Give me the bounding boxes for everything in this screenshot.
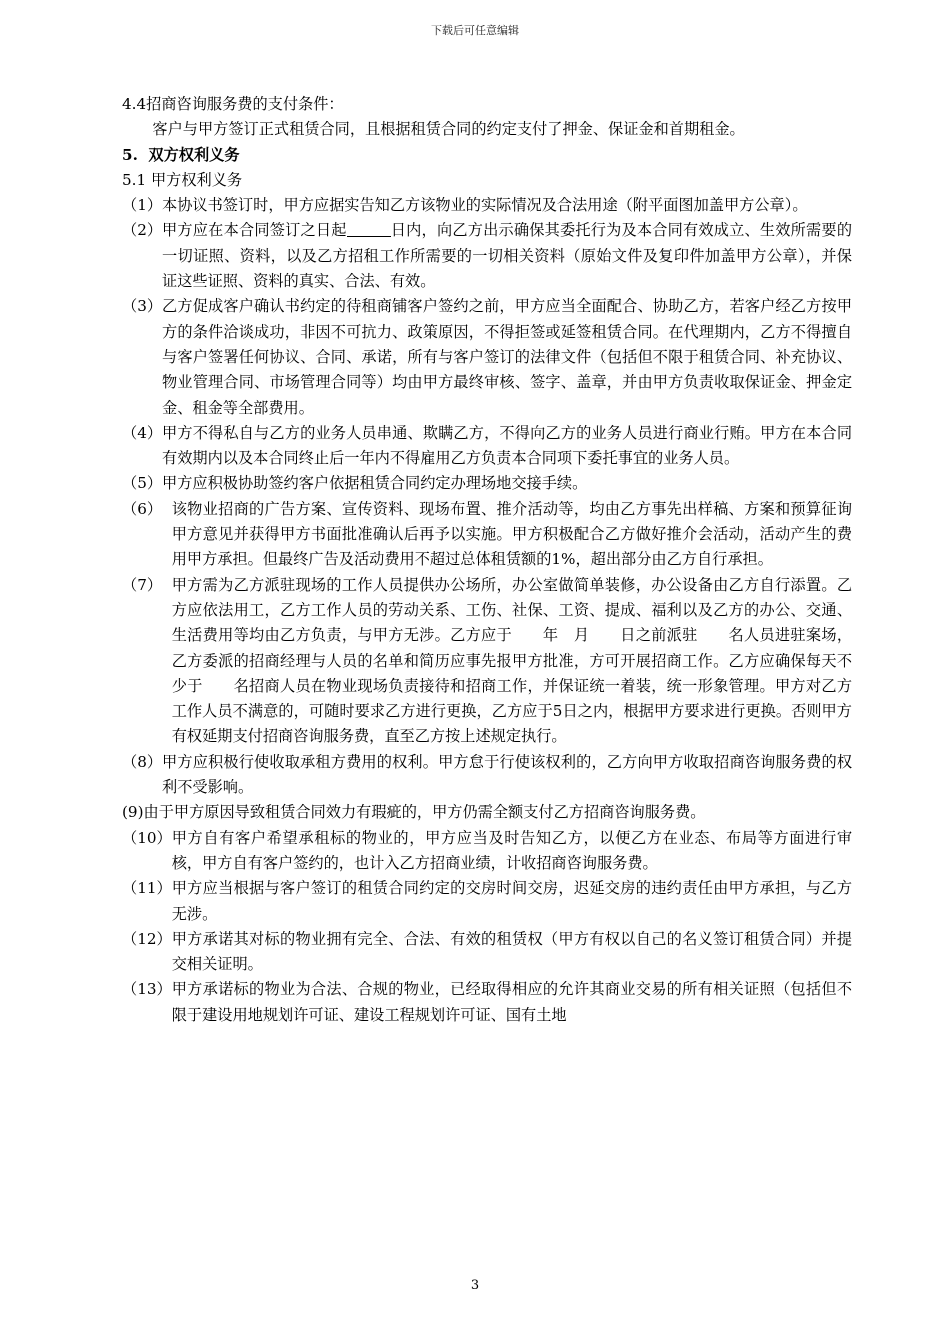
clause-12 [122, 927, 852, 978]
clause-number: （12） [122, 929, 172, 948]
clause-number: （5） [122, 474, 163, 493]
clause-number: （4） [122, 423, 163, 442]
section-4-4-title: 4.4招商咨询服务费的支付条件： [122, 95, 344, 113]
clause-number: （10） [122, 828, 172, 847]
page-header: 下载后可任意编辑 [431, 24, 519, 37]
clause-number: （11） [122, 879, 172, 898]
document-body [122, 92, 852, 1028]
clause-13 [122, 977, 852, 1028]
clause-text: 甲方需为乙方派驻现场的工作人员提供办公场所，办公室做简单装修，办公设备由乙方自行添置。乙方应依法用工，乙方工作人员的劳动关系、工伤、社保、工资、提成、福利以及乙方的办公、交通、生活费用等均由乙方负责，与甲方无涉。乙方应于 年 月 日之前派驻 名人员进驻案场，乙方委派的招商经理与人员的名单和简历应事先报甲方批准，方可开展招商工作。乙方应确保每天不少于 名招商人员在物业现场负责接待和招商工作，并保证统一着装，统一形象管理。甲方对乙方工作人员不满意的，可随时要求乙方进行更换，乙方应于5日之内，根据甲方要求进行更换。否则甲方有权延期支付招商咨询服务费，直至乙方按上述规定执行。 [171, 575, 852, 746]
clause-text: 甲方应积极行使收取承租方费用的权利。甲方怠于行使该权利的，乙方向甲方收取招商咨询服务费的权利不受影响。 [162, 752, 852, 797]
clause-number: (9) [122, 803, 144, 822]
clause-4 [122, 421, 852, 472]
clause-text: 甲方自有客户希望承租标的物业的，甲方应当及时告知乙方，以便乙方在业态、布局等方面进行审核，甲方自有客户签约的，也计入乙方招商业绩，计收招商咨询服务费。 [171, 828, 852, 872]
clause-3 [122, 294, 852, 420]
section-4-4-body: 客户与甲方签订正式租赁合同，且根据租赁合同的约定支付了押金、保证金和首期租金。 [152, 120, 745, 139]
clause-7 [122, 573, 852, 750]
clause-number: （1） [122, 196, 163, 215]
clause-text: 本协议书签订时，甲方应据实告知乙方该物业的实际情况及合法用途（附平面图加盖甲方公章）。 [162, 196, 808, 215]
clause-text: 甲方承诺标的物业为合法、合规的物业，已经取得相应的允许其商业交易的所有相关证照（包括但不限于建设用地规划许可证、建设工程规划许可证、国有土地 [171, 980, 852, 1024]
clause-number: （3） [122, 297, 163, 316]
clause-number: （7） [122, 575, 172, 594]
page-number: 3 [470, 1278, 480, 1293]
clause-number: （8） [122, 752, 163, 771]
clause-text: 乙方促成客户确认书约定的待租商铺客户签约之前，甲方应当全面配合、协助乙方，若客户经乙方按甲方的条件洽谈成功，非因不可抗力、政策原因，不得拒签或延签租赁合同。在代理期内，乙方不得擅自与客户签署任何协议、合同、承诺，所有与客户签订的法律文件（包括但不限于租赁合同、补充协议、物业管理合同、市场管理合同等）均由甲方最终审核、签字、盖章，并由甲方负责收取保证金、押金定金、租金等全部费用。 [162, 297, 852, 417]
clause-1 [122, 193, 852, 218]
clause-10 [122, 826, 852, 877]
clause-text: 甲方应当根据与客户签订的租赁合同约定的交房时间交房，迟延交房的违约责任由甲方承担，与乙方无涉。 [171, 879, 852, 923]
clause-6 [122, 497, 852, 573]
clause-text: 甲方承诺其对标的物业拥有完全、合法、有效的租赁权（甲方有权以自己的名义签订租赁合同）并提交相关证明。 [171, 929, 852, 974]
clause-11 [122, 876, 852, 927]
clause-8 [122, 750, 852, 801]
clause-number: （2） [122, 221, 163, 240]
clause-9 [122, 800, 852, 825]
clause-number: （13） [122, 980, 172, 999]
fill-in-blank [347, 221, 391, 237]
clause-text: 该物业招商的广告方案、宣传资料、现场布置、推介活动等，均由乙方事先出样稿、方案和预算征询甲方意见并获得甲方书面批准确认后再予以实施。甲方积极配合乙方做好推介会活动，活动产生的费用甲方承担。但最终广告及活动费用不超过总体租赁额的1%，超出部分由乙方自行承担。 [171, 499, 852, 569]
clause-text: 甲方应积极协助签约客户依据租赁合同约定办理场地交接手续。 [162, 474, 588, 493]
clause-text: 甲方不得私自与乙方的业务人员串通、欺瞒乙方，不得向乙方的业务人员进行商业行贿。甲方在本合同有效期内以及本合同终止后一年内不得雇用乙方负责本合同项下委托事宜的业务人员。 [162, 423, 852, 468]
clause-text-part: 甲方应在本合同签订之日起 [162, 221, 347, 240]
section-5-1-title: 5.1 甲方权利义务 [122, 170, 243, 189]
section-5-title: 5. 双方权利义务 [122, 145, 240, 164]
clause-5 [122, 471, 852, 496]
clause-text: 由于甲方原因导致租赁合同效力有瑕疵的，甲方仍需全额支付乙方招商咨询服务费。 [143, 803, 706, 822]
clause-text [162, 218, 852, 294]
clause-2 [122, 218, 852, 294]
clause-number: （6） [122, 499, 172, 518]
clause-text-part: 日内，向乙方出示确保其委托行为及本合同有效成立、生效所需要的一切证照、资料，以及乙方招租工作所需要的一切相关资料（原始文件及复印件加盖甲方公章），并保证这些证照、资料的真实、合法、有效。 [162, 221, 853, 291]
